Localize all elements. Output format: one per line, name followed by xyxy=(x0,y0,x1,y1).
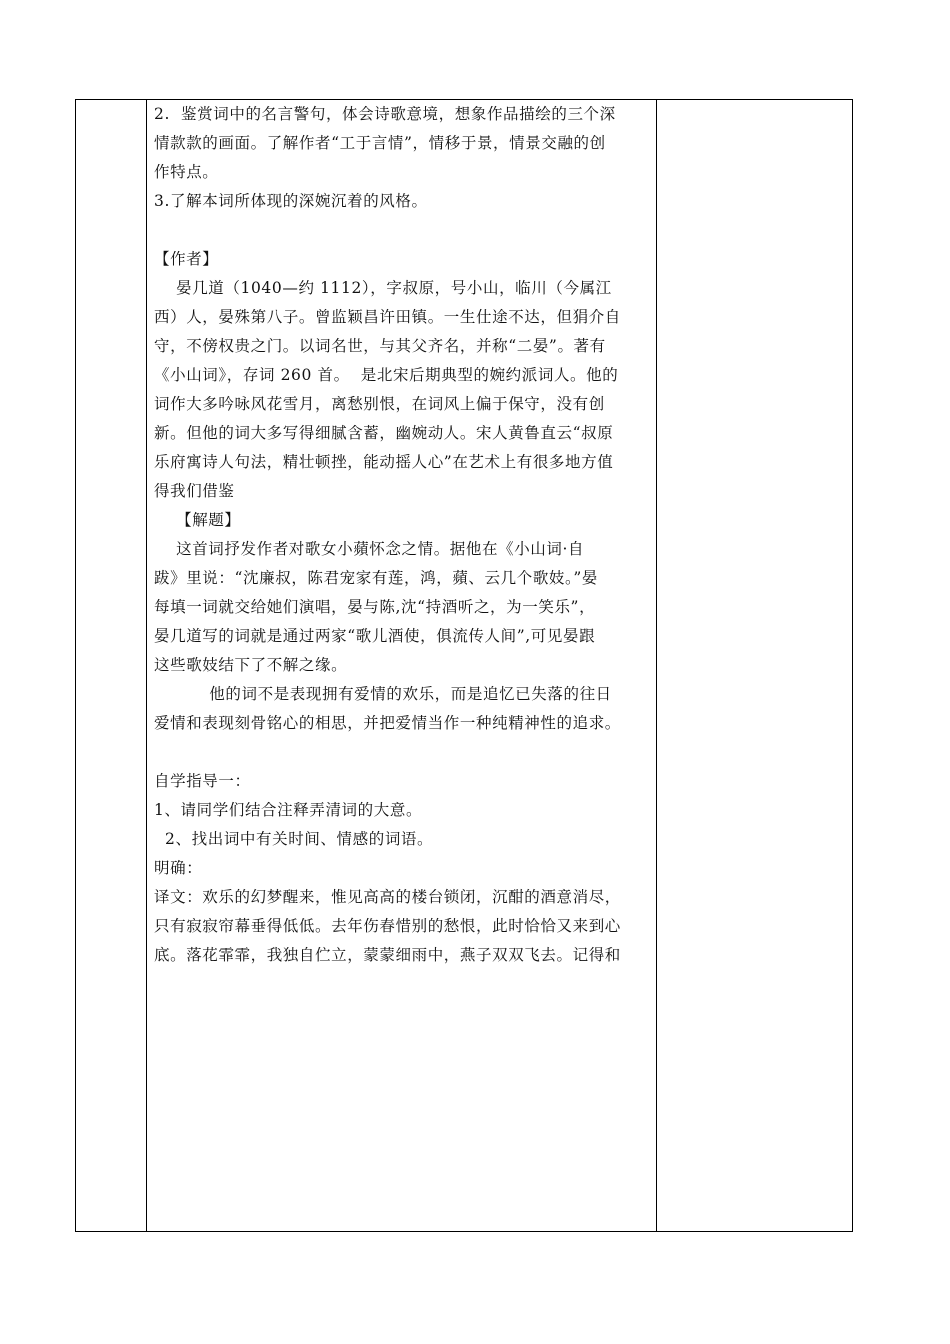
document-table xyxy=(75,99,853,1232)
text-line: 晏几道写的词就是通过两家“歌儿酒使，俱流传人间”,可见晏跟 xyxy=(154,627,596,645)
section-heading-title-explanation: 【解题】 xyxy=(154,511,241,529)
text-line: 1、请同学们结合注释弄清词的大意。 xyxy=(154,801,423,819)
text-line: 得我们借鉴 xyxy=(154,482,235,500)
text-line: 西）人，晏殊第八子。曾监颖昌许田镇。一生仕途不达，但狷介自 xyxy=(154,308,621,326)
section-heading-author: 【作者】 xyxy=(154,250,219,268)
text-line: 跋》里说：“沈廉叔，陈君宠家有莲，鸿，蘋、云几个歌妓。”晏 xyxy=(154,569,598,587)
text-line: 底。落花霏霏，我独自伫立，蒙蒙细雨中，燕子双双飞去。记得和 xyxy=(154,946,621,964)
text-line: 译文：欢乐的幻梦醒来，惟见高高的楼台锁闭，沉酣的酒意消尽， xyxy=(154,888,621,906)
text-line: 作特点。 xyxy=(154,163,219,181)
text-line: 新。但他的词大多写得细腻含蓄，幽婉动人。宋人黄鲁直云“叔原 xyxy=(154,424,614,442)
text-line: 2. 鉴赏词中的名言警句，体会诗歌意境，想象作品描绘的三个深 xyxy=(154,105,616,123)
text-line: 他的词不是表现拥有爱情的欢乐，而是追忆已失落的往日 xyxy=(154,685,612,703)
content-cell xyxy=(147,100,657,1231)
text-line: 每填一词就交给她们演唱，晏与陈,沈“持酒听之，为一笑乐”， xyxy=(154,598,596,616)
text-line xyxy=(154,738,650,767)
text-line: 爱情和表现刻骨铭心的相思，并把爱情当作一种纯精神性的追求。 xyxy=(154,714,621,732)
text-line: 乐府寓诗人句法，精壮顿挫，能动摇人心”在艺术上有很多地方值 xyxy=(154,453,614,471)
text-line: 3.了解本词所体现的深婉沉着的风格。 xyxy=(154,192,428,210)
text-line: 2、找出词中有关时间、情感的词语。 xyxy=(154,830,434,848)
text-line: 词作大多吟咏风花雪月，离愁别恨，在词风上偏于保守，没有创 xyxy=(154,395,605,413)
text-line xyxy=(154,216,650,245)
text-line: 这些歌妓结下了不解之缘。 xyxy=(154,656,348,674)
text-line: 这首词抒发作者对歌女小蘋怀念之情。据他在《小山词·自 xyxy=(154,540,585,558)
text-line: 明确： xyxy=(154,859,203,877)
text-line: 《小山词》，存词 260 首。 是北宋后期典型的婉约派词人。他的 xyxy=(154,366,619,384)
text-line: 情款款的画面。了解作者“工于言情”，情移于景，情景交融的创 xyxy=(154,134,606,152)
text-line: 守，不傍权贵之门。以词名世，与其父齐名，并称“二晏”。著有 xyxy=(154,337,606,355)
section-heading-self-study: 自学指导一： xyxy=(154,772,251,790)
text-line: 只有寂寂帘幕垂得低低。去年伤春惜别的愁恨，此时恰恰又来到心 xyxy=(154,917,621,935)
left-column-cell xyxy=(76,100,147,1231)
text-line: 晏几道（1040—约 1112），字叔原，号小山，临川（今属江 xyxy=(154,279,612,297)
right-column-cell xyxy=(657,100,852,1231)
